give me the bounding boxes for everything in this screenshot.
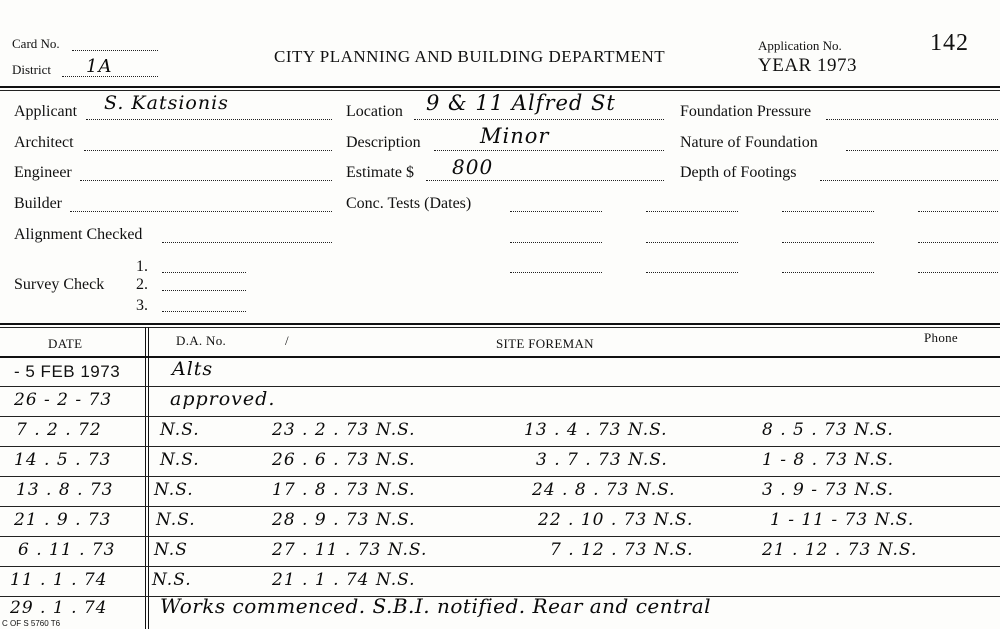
applicant-line [86, 119, 332, 120]
card-no-label: Card No. [12, 36, 60, 51]
year-label: YEAR 1973 [758, 55, 857, 76]
row-rule [0, 386, 1000, 387]
conc-test-line [918, 242, 998, 243]
conc-test-line [646, 211, 738, 212]
table-row-entry: 7 . 12 . 73 N.S. [550, 540, 694, 560]
table-row-entry: N.S. [160, 420, 200, 440]
survey-1-line [162, 272, 246, 273]
table-row-entry: Alts [172, 358, 214, 380]
description-line [434, 150, 664, 151]
slash-mark: / [285, 333, 289, 348]
table-row-date: 7 . 2 . 72 [16, 420, 102, 440]
table-row-entry: 3 . 7 . 73 N.S. [536, 450, 668, 470]
conc-test-line [646, 242, 738, 243]
table-row-entry: 28 . 9 . 73 N.S. [272, 510, 416, 530]
row-rule [0, 506, 1000, 507]
nature-foundation-line [846, 150, 998, 151]
conc-test-line [510, 211, 602, 212]
row-rule [0, 446, 1000, 447]
table-row-entry: 23 . 2 . 73 N.S. [272, 420, 416, 440]
survey-2-line [162, 290, 246, 291]
table-row-entry: 17 . 8 . 73 N.S. [272, 480, 416, 500]
engineer-label: Engineer [14, 164, 72, 181]
estimate-value: 800 [452, 155, 494, 179]
builder-line [70, 211, 332, 212]
table-row-entry: N.S. [156, 510, 196, 530]
survey-2-label: 2. [136, 276, 148, 293]
district-label: District [12, 62, 51, 77]
table-row-entry: N.S. [160, 450, 200, 470]
survey-check-label: Survey Check [14, 276, 105, 293]
department-title: CITY PLANNING AND BUILDING DEPARTMENT [274, 47, 666, 66]
column-divider [148, 327, 149, 629]
table-row-entry: 21 . 1 . 74 N.S. [272, 570, 416, 590]
conc-tests-label: Conc. Tests (Dates) [346, 195, 472, 212]
row-rule [0, 566, 1000, 567]
table-row-entry: 22 . 10 . 73 N.S. [538, 510, 694, 530]
table-top-border [0, 323, 1000, 325]
conc-test-line [782, 242, 874, 243]
location-label: Location [346, 103, 403, 120]
row-rule [0, 416, 1000, 417]
alignment-label: Alignment Checked [14, 226, 143, 243]
table-row-date: 13 . 8 . 73 [16, 480, 114, 500]
conc-test-line [918, 272, 998, 273]
table-row-entry: 3 . 9 - 73 N.S. [762, 480, 895, 500]
description-value: Minor [480, 124, 550, 148]
table-row-entry: approved. [170, 388, 276, 410]
application-number: 142 [930, 30, 969, 56]
table-row-date: - 5 FEB 1973 [14, 362, 121, 381]
conc-test-line [510, 242, 602, 243]
row-rule [0, 536, 1000, 537]
table-row-entry: 1 - 8 . 73 N.S. [762, 450, 895, 470]
row-rule [0, 476, 1000, 477]
architect-line [84, 150, 332, 151]
table-row-date: 11 . 1 . 74 [10, 570, 108, 590]
table-row-entry: 24 . 8 . 73 N.S. [532, 480, 676, 500]
site-foreman-header: SITE FOREMAN [496, 336, 594, 351]
builder-label: Builder [14, 195, 62, 212]
survey-1-label: 1. [136, 258, 148, 275]
table-row-entry: N.S [154, 540, 188, 560]
location-line [414, 119, 664, 120]
phone-header: Phone [924, 330, 958, 345]
column-divider [145, 327, 146, 629]
district-value: 1A [86, 56, 113, 77]
architect-label: Architect [14, 134, 74, 151]
estimate-label: Estimate $ [346, 164, 414, 181]
conc-test-line [782, 272, 874, 273]
table-row-entry: 8 . 5 . 73 N.S. [762, 420, 894, 440]
date-header: DATE [48, 336, 83, 351]
survey-3-line [162, 311, 246, 312]
depth-footings-label: Depth of Footings [680, 164, 797, 181]
card-no-line [72, 50, 158, 51]
conc-test-line [782, 211, 874, 212]
depth-footings-line [820, 180, 998, 181]
alignment-line [162, 242, 332, 243]
table-row-entry: 26 . 6 . 73 N.S. [272, 450, 416, 470]
application-no-label: Application No. [758, 38, 842, 53]
table-row-entry: N.S. [152, 570, 192, 590]
header-divider [0, 86, 1000, 88]
table-row-date: 26 - 2 - 73 [14, 390, 113, 410]
table-row-entry: N.S. [154, 480, 194, 500]
applicant-label: Applicant [14, 103, 78, 120]
table-row-entry: Works commenced. S.B.I. notified. Rear and central [160, 594, 712, 618]
nature-foundation-label: Nature of Foundation [680, 134, 818, 151]
applicant-value: S. Katsionis [104, 92, 229, 114]
foundation-pressure-line [826, 119, 998, 120]
print-code: C OF S 5760 T6 [2, 619, 61, 628]
table-row-entry: 21 . 12 . 73 N.S. [762, 540, 918, 560]
conc-test-line [918, 211, 998, 212]
table-row-date: 6 . 11 . 73 [18, 540, 116, 560]
location-value: 9 & 11 Alfred St [426, 91, 616, 115]
engineer-line [80, 180, 332, 181]
estimate-line [426, 180, 664, 181]
conc-test-line [646, 272, 738, 273]
survey-3-label: 3. [136, 297, 148, 314]
description-label: Description [346, 134, 421, 151]
table-row-date: 21 . 9 . 73 [14, 510, 112, 530]
table-row-date: 29 . 1 . 74 [10, 598, 108, 618]
table-row-entry: 13 . 4 . 73 N.S. [524, 420, 668, 440]
table-header-border [0, 356, 1000, 358]
table-row-entry: 1 - 11 - 73 N.S. [770, 510, 915, 530]
table-row-date: 14 . 5 . 73 [14, 450, 112, 470]
table-top-border-thin [0, 327, 1000, 328]
table-row-entry: 27 . 11 . 73 N.S. [272, 540, 428, 560]
da-no-header: D.A. No. [176, 333, 227, 348]
foundation-pressure-label: Foundation Pressure [680, 103, 812, 120]
conc-test-line [510, 272, 602, 273]
